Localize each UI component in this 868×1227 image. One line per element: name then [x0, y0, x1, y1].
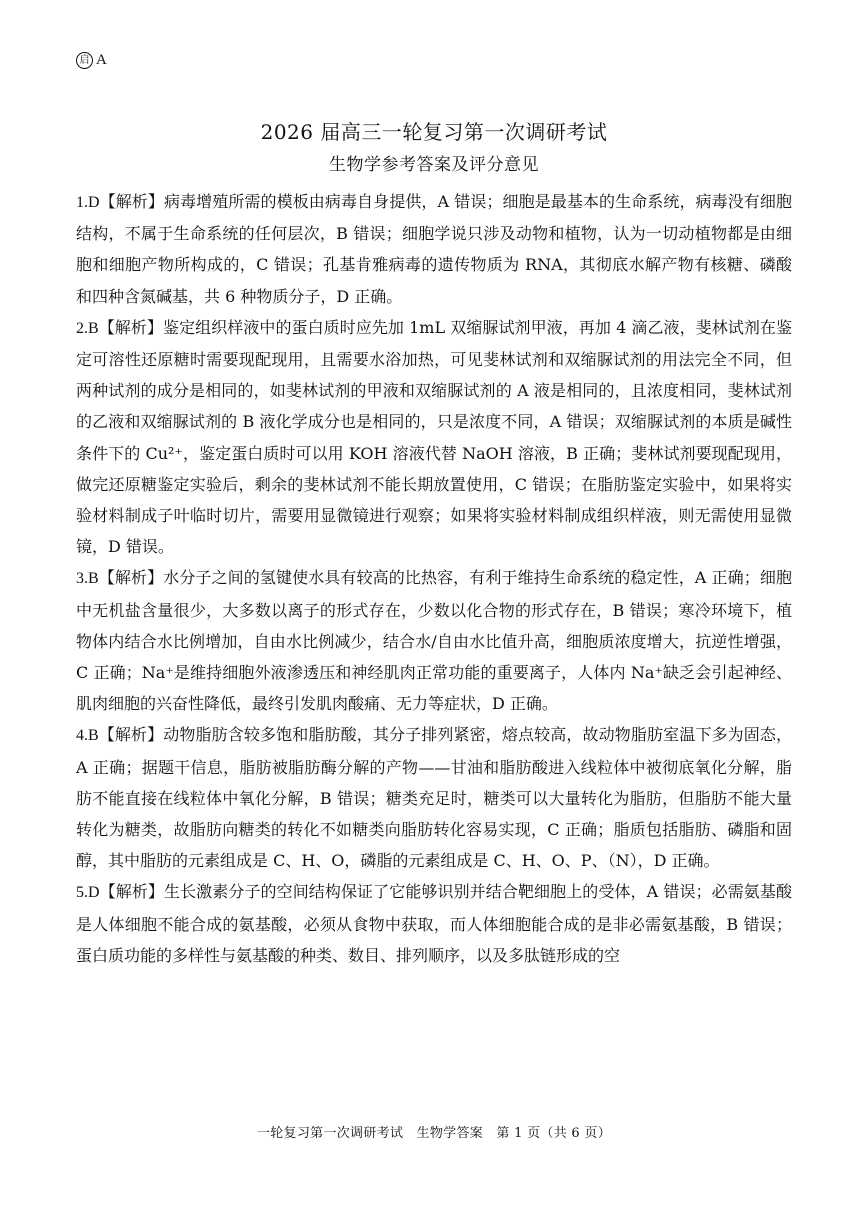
answer-item-5	[76, 876, 792, 971]
answer-number: 4.B	[76, 727, 99, 745]
answer-number: 2.B	[76, 319, 99, 337]
answer-number: 5.D	[76, 884, 100, 902]
answer-list	[76, 186, 792, 971]
exam-subtitle: 生物学参考答案及评分意见	[329, 155, 539, 175]
answer-number: 3.B	[76, 570, 99, 588]
answer-item-3	[76, 562, 792, 719]
answer-explanation: 【解析】病毒增殖所需的模板由病毒自身提供，A 错误；细胞是最基本的生命系统，病毒没有细胞结构，不属于生命系统的任何层次，B 错误；细胞学说只涉及动物和植物，认为一切动植物都是由细胞和细胞产物所构成的，C 错误；孔基肯雅病毒的遗传物质为 RNA，其彻底水解产物有核糖、磷酸和四种含氮碱基，共 6 种物质分子，D 正确。	[76, 192, 792, 306]
answer-item-1	[76, 186, 792, 312]
page-footer: 一轮复习第一次调研考试 生物学答案 第 1 页（共 6 页）	[256, 1126, 612, 1141]
answer-explanation: 【解析】水分子之间的氢键使水具有较高的比热容，有利于维持生命系统的稳定性，A 正确；细胞中无机盐含量很少，大多数以离子的形式存在，少数以化合物的形式存在，B 错误；寒冷环境下，植物体内结合水比例增加，自由水比例减少，结合水/自由水比值升高，细胞质浓度增大，抗逆性增强，C 正确；Na⁺是维持细胞外液渗透压和神经肌肉正常功能的重要离子，人体内 Na⁺缺乏会引起神经、肌肉细胞的兴奋性降低，最终引发肌肉酸痛、无力等症状，D 正确。	[76, 568, 792, 714]
answer-item-2	[76, 312, 792, 563]
answer-explanation: 【解析】生长激素分子的空间结构保证了它能够识别并结合靶细胞上的受体，A 错误；必需氨基酸是人体细胞不能合成的氨基酸，必须从食物中获取，而人体细胞能合成的是非必需氨基酸，B 错误；蛋白质功能的多样性与氨基酸的种类、数目、排列顺序，以及多肽链形成的空	[76, 882, 792, 965]
seal-icon: 启	[76, 52, 93, 69]
answer-explanation: 【解析】动物脂肪含较多饱和脂肪酸，其分子排列紧密，熔点较高，故动物脂肪室温下多为固态，A 正确；据题干信息，脂肪被脂肪酶分解的产物——甘油和脂肪酸进入线粒体中被彻底氧化分解，脂肪不能直接在线粒体中氧化分解，B 错误；糖类充足时，糖类可以大量转化为脂肪，但脂肪不能大量转化为糖类，故脂肪向糖类的转化不如糖类向脂肪转化容易实现，C 正确；脂质包括脂肪、磷脂和固醇，其中脂肪的元素组成是 C、H、O，磷脂的元素组成是 C、H、O、P、（N），D 正确。	[76, 725, 792, 871]
exam-title: 2026 届高三一轮复习第一次调研考试	[260, 120, 608, 144]
answer-number: 1.D	[76, 194, 100, 211]
answer-item-4	[76, 719, 792, 876]
answer-explanation: 【解析】鉴定组织样液中的蛋白质时应先加 1mL 双缩脲试剂甲液，再加 4 滴乙液，斐林试剂在鉴定可溶性还原糖时需要现配现用，且需要水浴加热，可见斐林试剂和双缩脲试剂的用法完全不同，但两种试剂的成分是相同的，如斐林试剂的甲液和双缩脲试剂的 A 液是相同的，且浓度相同，斐林试剂的乙液和双缩脲试剂的 B 液化学成分也是相同的，只是浓度不同，A 错误；双缩脲试剂的本质是碱性条件下的 Cu²⁺，鉴定蛋白质时可以用 KOH 溶液代替 NaOH 溶液，B 正确；斐林试剂要现配现用，做完还原糖鉴定实验后，剩余的斐林试剂不能长期放置使用，C 错误；在脂肪鉴定实验中，如果将实验材料制成子叶临时切片，需要用显微镜进行观察；如果将实验材料制成组织样液，则无需使用显微镜，D 错误。	[76, 317, 792, 557]
corner-mark	[76, 52, 107, 69]
paper-version-letter: A	[96, 52, 107, 68]
